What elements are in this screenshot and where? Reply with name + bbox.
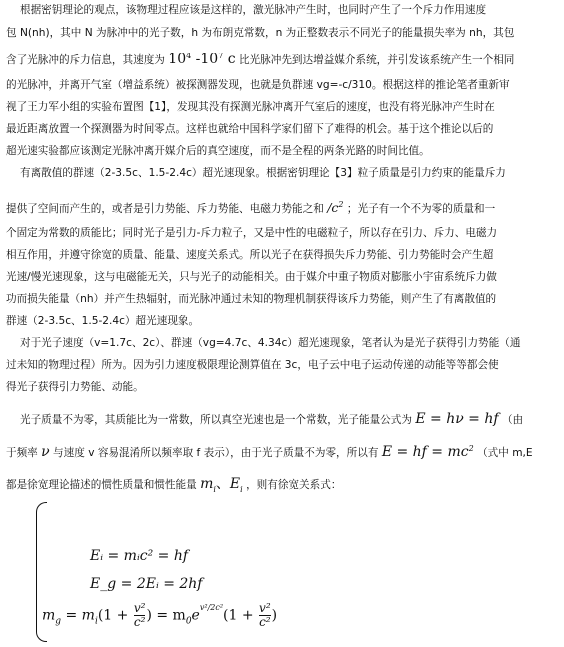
eq3-part: = m	[61, 607, 95, 624]
text-fragment: 于频率	[6, 447, 38, 459]
separator: 、	[215, 476, 230, 492]
energy-formula: E = hν = hf	[415, 411, 499, 427]
text-fragment: ；光子有一个不为零的质量和一	[346, 203, 496, 215]
speed-exp2: 7	[218, 53, 224, 60]
text-line-10: 个固定为常数的质能比；同时光子是引力-斥力粒子，又是中性的电磁粒子，所以存在引力、斥力、电磁力	[6, 227, 498, 239]
text-fragment: 提供了空间而产生的，或者是引力势能、斥力势能、电磁力势能之和	[6, 203, 324, 215]
speed-unit: c	[223, 53, 236, 67]
text-fragment: 与速度 v 容易混淆所以频率取 f 表示），由于光子质量不为零，所以有	[53, 447, 379, 459]
speed-exp1: 4	[186, 53, 192, 60]
mi-ei-symbols	[200, 476, 243, 492]
text-fragment: （由	[501, 414, 524, 426]
eq3-paren-open-2: (1 +	[223, 607, 259, 624]
text-fragment: 含了光脉冲的斥力信息，其速度为	[6, 54, 165, 66]
text-line-11: 相互作用，并遵守徐宽的质量、能量、速度关系式。所以光子在获得损失斥力势能、引力势能时会产生超	[6, 249, 494, 261]
eq3-paren-open: (1 +	[97, 607, 133, 624]
m-sub: i	[213, 484, 216, 494]
fraction-1-num: v²	[133, 601, 146, 615]
c-squared-formula	[327, 201, 343, 215]
equation-2: E_g = 2Eᵢ = 2hf	[90, 576, 203, 592]
text-line-5: 视了王力军小组的实验布置图【1】，发现其没有探测光脉冲离开气室后的速度，也没有将光脉冲产生时在	[6, 101, 495, 113]
text-line-7: 超光速实验都应该测定光脉冲离开媒介后的真空速度，而不是全程的两条光路的时间比值。	[6, 145, 430, 157]
text-fragment: （式中 m,E	[477, 447, 533, 459]
text-fragment: ，则有徐宽关系式：	[246, 479, 342, 491]
text-line-4: 的光脉冲，并离开气室（增益系统）被探测器发现，也就是负群速 vg=-c/310。根据这样的推论笔者重新审	[6, 79, 510, 91]
text-fragment: 都是徐宽理论描述的惯性质量和惯性能量	[6, 479, 197, 491]
equation-1: Eᵢ = mᵢc² = hf	[90, 548, 189, 564]
text-line-12: 光速/慢光速现象，这与电磁能无关，只与光子的动能相关。由于媒介中重子物质对膨胀小宇宙系统斥力做	[6, 271, 497, 283]
text-fragment: 光子质量不为零，其质能比为一常数，所以真空光速也是一个常数，光子能量公式为	[20, 414, 412, 426]
text-line-13: 功而损失能量（nh）并产生热辐射，而光脉冲通过未知的物理机制获得该斥力势能，则产生了有离散值的	[6, 293, 497, 305]
mg-symbol: m	[42, 607, 56, 624]
eq3-paren-close-2: )	[271, 607, 278, 624]
text-line-18	[20, 411, 558, 428]
equation-3	[42, 602, 277, 629]
text-line-15: 对于光子速度（v=1.7c、2c）、群速（vg=4.7c、4.34c）超光速现象，笔者认为是光子获得引力势能（通	[20, 337, 521, 349]
fraction-1-den: c²	[133, 615, 146, 629]
mass-energy-base: E = hf = mc	[381, 444, 469, 460]
text-line-19	[6, 444, 558, 461]
fraction-2	[259, 602, 271, 629]
text-line-1: 根据密钥理论的观点，该物理过程应该是这样的，激光脉冲产生时，也同时产生了一个斥力作用速度	[20, 4, 487, 16]
speed-mid: -10	[191, 53, 219, 67]
text-line-20	[6, 476, 558, 498]
eq3-paren-close: ) = m	[146, 607, 186, 624]
fraction-2-num: v²	[259, 601, 271, 615]
nu-symbol: ν	[41, 444, 50, 460]
text-line-2: 包 N(nh)，其中 N 为脉冲中的光子数，h 为布朗克常数，n 为正整数表示不同光子的能量损失率为 nh，其包	[6, 27, 515, 39]
slash: /	[327, 201, 332, 215]
e-symbol: E	[229, 476, 241, 492]
text-line-17: 得光子获得引力势能、动能。	[6, 381, 144, 393]
e-sub: i	[240, 484, 243, 494]
exp-power: v²/2c²	[199, 602, 224, 612]
exp-e: e	[191, 607, 200, 624]
text-line-8: 有离散值的群速（2-3.5c、1.5-2.4c）超光速现象。根据密钥理论【3】粒子质量是引力约束的能量斥力	[20, 167, 506, 179]
text-line-6: 最近距离放置一个探测器为时间零点。这样也就给中国科学家们留下了难得的机会。基于这个推论以后的	[6, 123, 494, 135]
equation-system	[28, 502, 288, 642]
speed-formula	[168, 53, 235, 67]
c-exp: 2	[338, 201, 344, 209]
mi-sub: i	[94, 616, 98, 627]
mass-energy-formula	[382, 444, 474, 460]
text-line-3	[6, 53, 558, 67]
text-line-9	[6, 201, 558, 216]
fraction-2-den: c²	[259, 615, 271, 629]
m-symbol: m	[200, 476, 214, 492]
speed-base: 10	[168, 53, 187, 67]
c-symbol: c	[331, 201, 339, 215]
text-line-14: 群速（2-3.5c、1.5-2.4c）超光速现象。	[6, 315, 200, 327]
mg-sub: g	[55, 616, 62, 627]
text-fragment: 比光脉冲先到达增益媒介系统，并引发该系统产生一个相同	[238, 54, 515, 66]
mass-energy-exp: 2	[468, 444, 474, 453]
text-line-16: 过未知的物理过程）所为。因为引力速度极限理论测算值在 3c，电子云中电子运动传递的动能等等都会使	[6, 359, 499, 371]
m0-sub: 0	[185, 616, 192, 627]
fraction-1	[134, 602, 146, 629]
